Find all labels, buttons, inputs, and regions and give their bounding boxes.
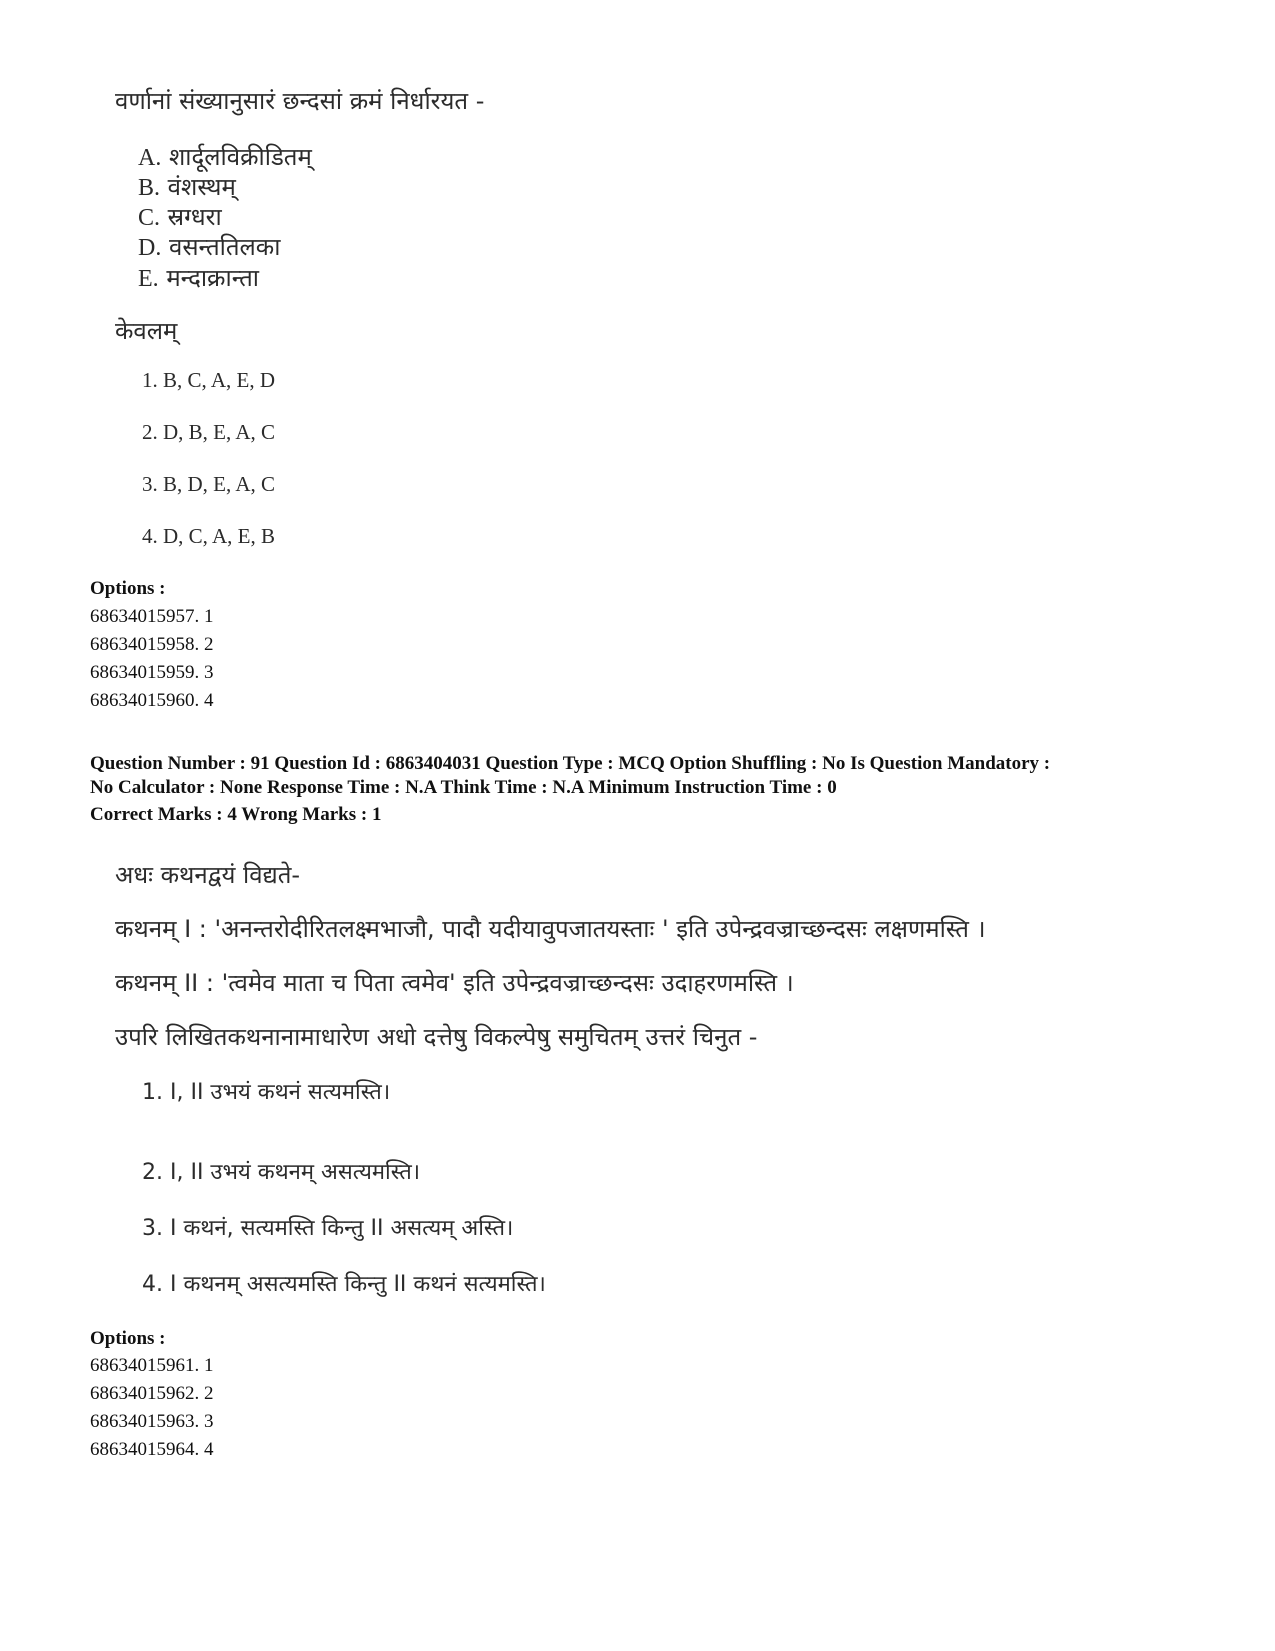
q90-item-e [138,261,259,294]
q91-instruction: उपरि लिखितकथनानामाधारेण अधो दत्तेषु विकल्पेषु समुचितम् उत्तरं चिनुत - [115,1023,758,1051]
q90-options-heading: Options : [90,578,166,599]
q91-statement-2 [115,966,794,999]
q91-option-2: 68634015962. 2 [90,1383,214,1404]
item-label: B. [138,175,161,201]
q91-statement-1 [115,912,986,945]
statement-text: 'अनन्तरोदीरितलक्ष्मभाजौ, पादौ यदीयावुपजातयस्ताः ' इति उपेन्द्रवज्राच्छन्दसः लक्षणमस्ति । [214,915,986,943]
q90-option-3: 68634015959. 3 [90,662,214,683]
q90-item-c [138,200,222,233]
statement-label: कथनम् II : [115,969,214,997]
item-label: E. [138,266,159,292]
q90-choice-1: 1. B, C, A, E, D [142,368,276,392]
q90-kevalam: केवलम् [115,317,178,345]
q90-item-b [138,170,236,203]
q90-choice-4: 4. D, C, A, E, B [142,524,276,548]
q90-choice-2: 2. D, B, E, A, C [142,420,276,444]
q91-meta-line3: Correct Marks : 4 Wrong Marks : 1 [90,804,382,825]
q90-option-4: 68634015960. 4 [90,690,214,711]
item-text: स्रग्धरा [167,203,222,231]
item-text: वसन्ततिलका [168,233,281,261]
q90-item-d [138,230,280,263]
q91-choice-4: 4. I कथनम् असत्यमस्ति किन्तु II कथनं सत्यमस्ति। [142,1272,546,1297]
q90-option-2: 68634015958. 2 [90,634,214,655]
item-label: C. [138,205,161,231]
q91-option-3: 68634015963. 3 [90,1411,214,1432]
q91-choice-1: 1. I, II उभयं कथनं सत्यमस्ति। [142,1080,391,1105]
q91-options-heading: Options : [90,1328,166,1349]
q90-prompt: वर्णानां संख्यानुसारं छन्दसां क्रमं निर्धारयत - [115,87,485,115]
q90-item-a [138,140,312,173]
item-text: वंशस्थम् [167,173,236,201]
item-text: मन्दाक्रान्ता [166,264,259,292]
item-label: A. [138,145,162,171]
q91-intro: अधः कथनद्वयं विद्यते- [115,861,301,889]
q91-meta-line2: No Calculator : None Response Time : N.A Think Time : N.A Minimum Instruction Time : 0 [90,777,837,798]
q90-choice-3: 3. B, D, E, A, C [142,472,276,496]
item-text: शार्दूलविक्रीडितम् [168,143,312,171]
q91-meta-line1: Question Number : 91 Question Id : 6863404031 Question Type : MCQ Option Shuffling : No Is Question Mandatory : [90,753,1051,774]
q91-choice-3: 3. I कथनं, सत्यमस्ति किन्तु II असत्यम् अस्ति। [142,1216,514,1241]
q91-option-1: 68634015961. 1 [90,1355,214,1376]
q90-option-1: 68634015957. 1 [90,606,214,627]
statement-label: कथनम् I : [115,915,207,943]
item-label: D. [138,235,162,261]
q91-choice-2: 2. I, II उभयं कथनम् असत्यमस्ति। [142,1160,421,1185]
q91-option-4: 68634015964. 4 [90,1439,214,1460]
statement-text: 'त्वमेव माता च पिता त्वमेव' इति उपेन्द्रवज्राच्छन्दसः उदाहरणमस्ति । [221,969,794,997]
